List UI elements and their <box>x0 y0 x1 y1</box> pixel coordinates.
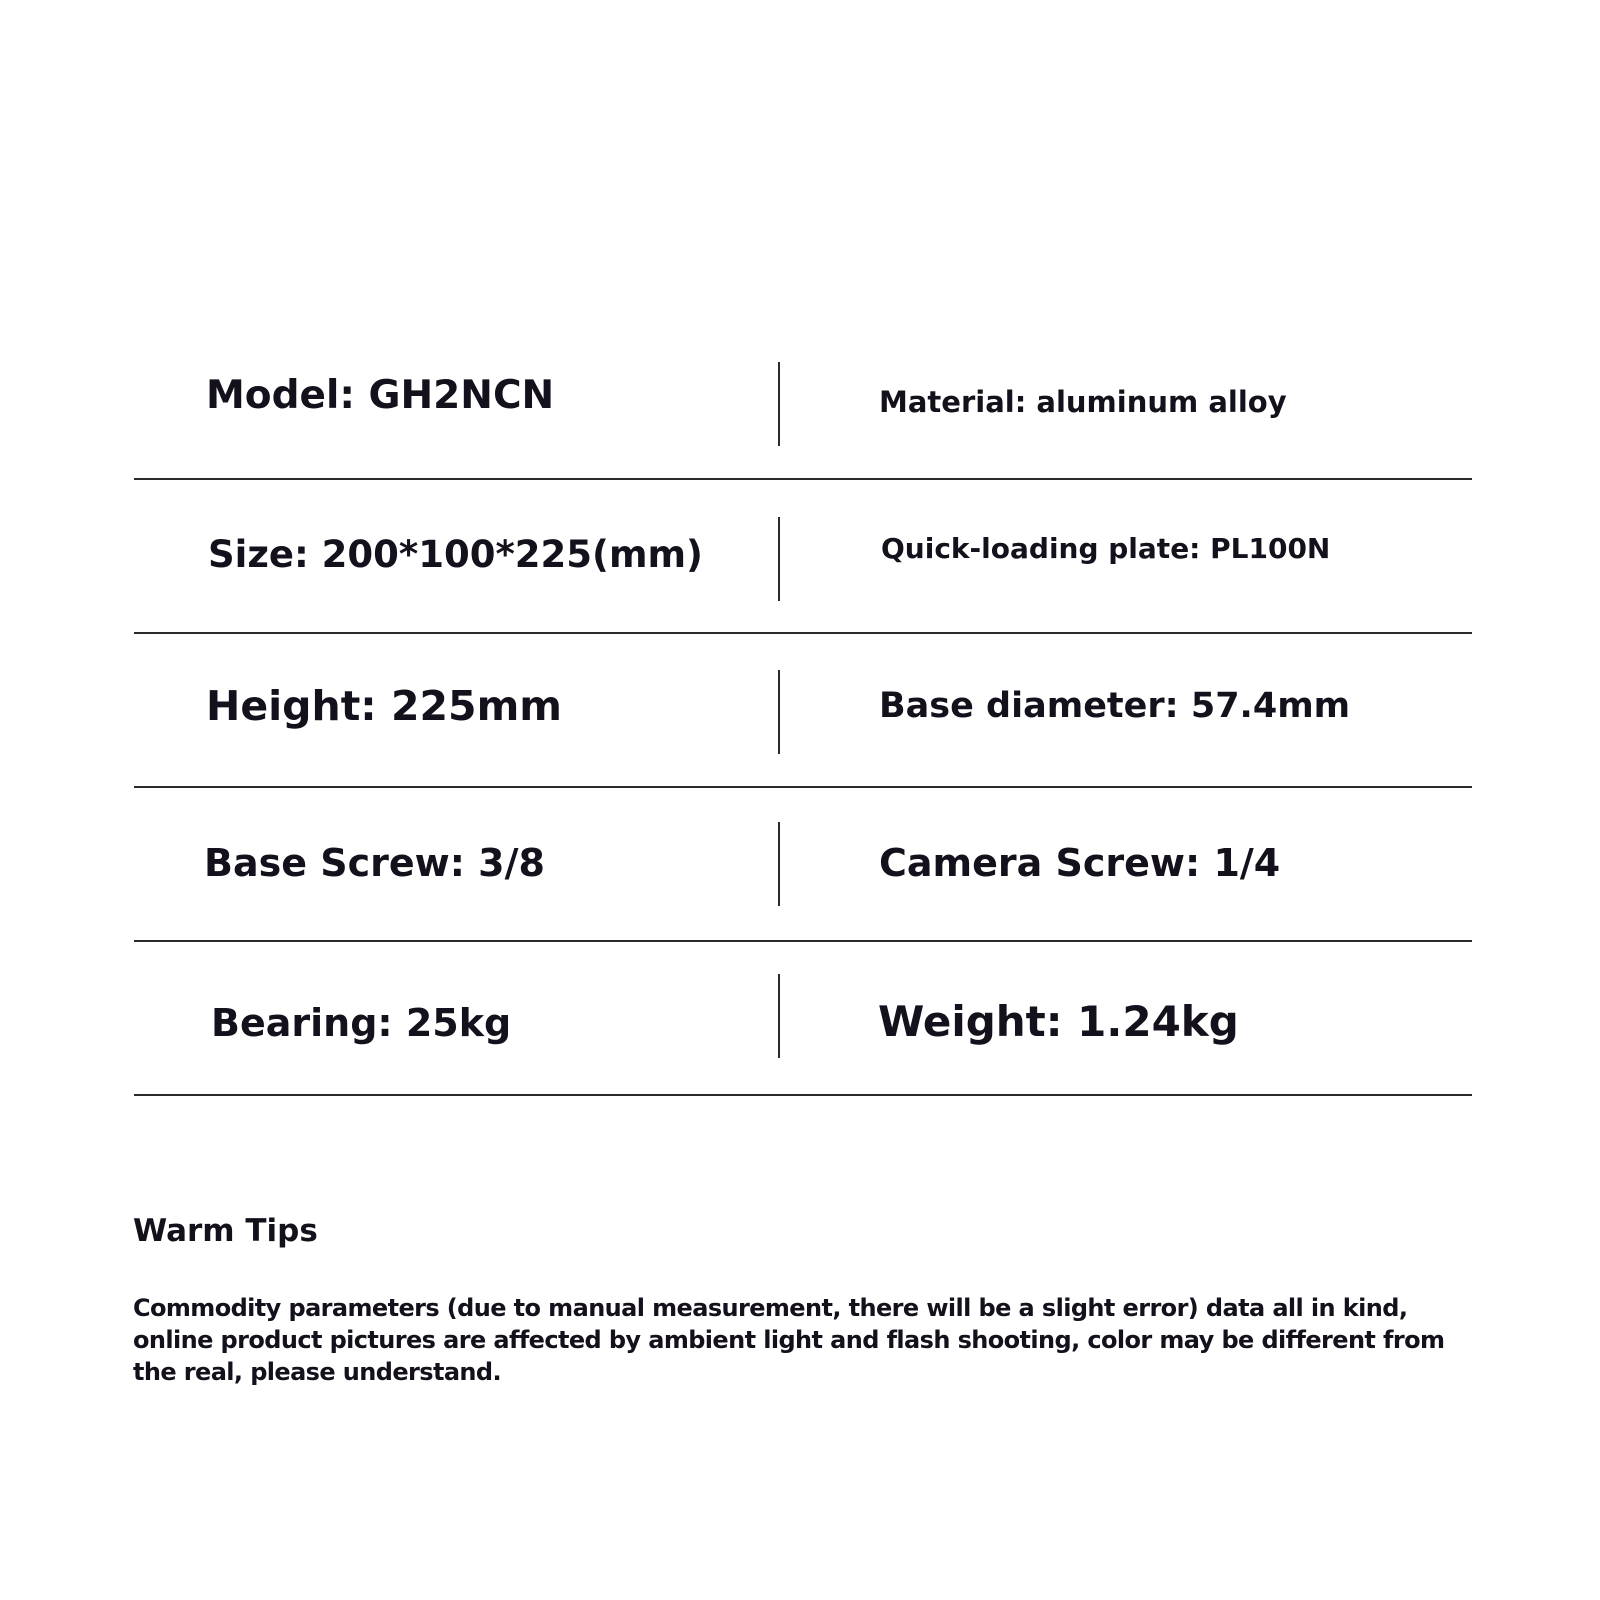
spec-row-height <box>134 634 1472 788</box>
spec-height: Height: 225mm <box>206 682 563 730</box>
spec-bearing: Bearing: 25kg <box>211 1001 512 1045</box>
spec-row-screws <box>134 788 1472 942</box>
column-divider <box>778 822 780 906</box>
column-divider <box>778 517 780 601</box>
warm-tips-body: Commodity parameters (due to manual measurement, there will be a slight error) data all in kind, online product pictures are affected by ambient light and flash shooting, color may be different from the real, please understand. <box>133 1294 1445 1386</box>
spec-row-size <box>134 480 1472 634</box>
spec-model: Model: GH2NCN <box>206 373 555 418</box>
spec-size: Size: 200*100*225(mm) <box>208 533 703 576</box>
spec-row-model <box>134 326 1472 480</box>
spec-camera-screw: Camera Screw: 1/4 <box>879 841 1281 885</box>
column-divider <box>778 362 780 446</box>
spec-weight: Weight: 1.24kg <box>878 997 1239 1046</box>
warm-tips <box>133 1213 1473 1386</box>
column-divider <box>778 974 780 1058</box>
spec-row-load <box>134 942 1472 1096</box>
spec-material: Material: aluminum alloy <box>879 385 1287 419</box>
spec-base-diameter: Base diameter: 57.4mm <box>879 686 1351 726</box>
spec-base-screw: Base Screw: 3/8 <box>204 841 545 885</box>
column-divider <box>778 670 780 754</box>
spec-quick-loading-plate: Quick-loading plate: PL100N <box>881 532 1331 565</box>
spec-table <box>134 326 1472 1096</box>
warm-tips-title: Warm Tips <box>133 1213 318 1249</box>
